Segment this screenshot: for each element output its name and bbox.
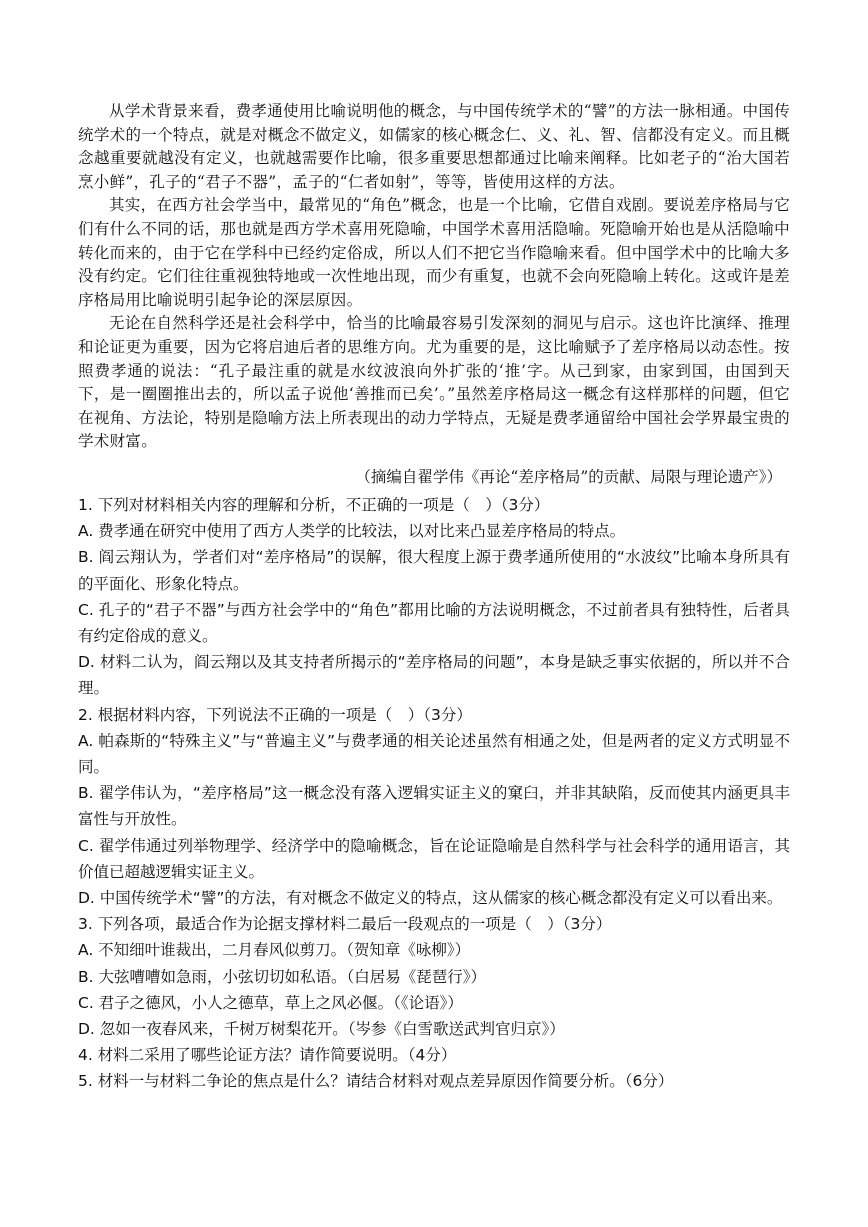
passage-paragraph: 无论在自然科学还是社会科学中，恰当的比喻最容易引发深刻的洞见与启示。这也许比演绎、推理和论证更为重要，因为它将启迪后者的思维方向。尤为重要的是，这比喻赋予了差序格局以动态性。按照费孝通的说法：“孔子最注重的就是水纹波浪向外扩张的‘推’字。从己到家，由家到国，由国到天下，是一圈圈推出去的，所以孟子说他‘善推而已矣’。”虽然差序格局这一概念有这样那样的问题，但它在视角、方法论，特别是隐喻方法上所表现出的动力学特点，无疑是费孝通留给中国社会学界最宝贵的学术财富。 [78,314,790,451]
option-d: D. 材料二认为，阎云翔以及其支持者所揭示的“差序格局的问题”，本身是缺乏事实依据的，所以并不合理。 [78,653,790,698]
option-c: C. 君子之德风，小人之德草，草上之风必偃。（《论语》） [78,993,463,1012]
question-stem: 3. 下列各项，最适合作为论据支撑材料二最后一段观点的一项是（ ）（3分） [78,915,612,934]
reading-passage [78,100,790,454]
question-stem: 5. 材料一与材料二争论的焦点是什么？请结合材料对观点差异原因作简要分析。（6分） [78,1072,674,1091]
question-5 [78,1068,790,1094]
option-d: D. 忽如一夜春风来，千树万树梨花开。（岑参《白雪歌送武判官归京》） [78,1020,565,1039]
question-list [78,492,790,1095]
option-c: C. 翟学伟通过列举物理学、经济学中的隐喻概念，旨在论证隐喻是自然科学与社会科学的通用语言，其价值已超越逻辑实证主义。 [78,836,790,881]
passage-paragraph: 从学术背景来看，费孝通使用比喻说明他的概念，与中国传统学术的“譬”的方法一脉相通。中国传统学术的一个特点，就是对概念不做定义，如儒家的核心概念仁、义、礼、智、信都没有定义。而且概念越重要就越没有定义，也就越需要作比喻，很多重要思想都通过比喻来阐释。比如老子的“治大国若烹小鲜”，孔子的“君子不器”，孟子的“仁者如射”，等等，皆使用这样的方法。 [78,102,790,191]
passage-source: （摘编自翟学伟《再论“差序格局”的贡献、局限与理论遗产》） [355,468,782,486]
option-b: B. 大弦嘈嘈如急雨，小弦切切如私语。（白居易《琵琶行》） [78,967,486,986]
question-stem: 2. 根据材料内容，下列说法不正确的一项是（ ）（3分） [78,705,472,724]
option-b: B. 阎云翔认为，学者们对“差序格局”的误解，很大程度上源于费孝通所使用的“水波纹”比喻本身所具有的平面化、形象化特点。 [78,548,790,593]
question-1 [78,492,790,702]
option-d: D. 中国传统学术“譬”的方法，有对概念不做定义的特点，这从儒家的核心概念都没有定义可以看出来。 [78,889,783,908]
question-stem: 4. 材料二采用了哪些论证方法？请作简要说明。（4分） [78,1046,457,1065]
option-a: A. 帕森斯的“特殊主义”与“普遍主义”与费孝通的相关论述虽然有相通之处，但是两者的定义方式明显不同。 [78,731,790,777]
question-2 [78,702,790,912]
question-3 [78,911,790,1042]
option-b: B. 翟学伟认为，“差序格局”这一概念没有落入逻辑实证主义的窠臼，并非其缺陷，反而使其内涵更具丰富性与开放性。 [78,784,790,829]
question-stem: 1. 下列对材料相关内容的理解和分析，不正确的一项是（ ）（3分） [78,496,550,514]
option-a: A. 费孝通在研究中使用了西方人类学的比较法，以对比来凸显差序格局的特点。 [78,522,626,541]
option-a: A. 不知细叶谁裁出，二月春风似剪刀。（贺知章《咏柳》） [78,941,471,960]
passage-paragraph: 其实，在西方社会学当中，最常见的“角色”概念，也是一个比喻，它借自戏剧。要说差序格局与它们有什么不同的话，那也就是西方学术喜用死隐喻，中国学术喜用活隐喻。死隐喻开始也是从活隐喻中转化而来的，由于它在学科中已经约定俗成，所以人们不把它当作隐喻来看。但中国学术中的比喻大多没有约定。它们往往重视独特地或一次性地出现，而少有重复，也就不会向死隐喻上转化。这或许是差序格局用比喻说明引起争论的深层原因。 [78,196,790,309]
option-c: C. 孔子的“君子不器”与西方社会学中的“角色”都用比喻的方法说明概念，不过前者具有独特性，后者具有约定俗成的意义。 [78,600,790,646]
question-4 [78,1042,790,1068]
